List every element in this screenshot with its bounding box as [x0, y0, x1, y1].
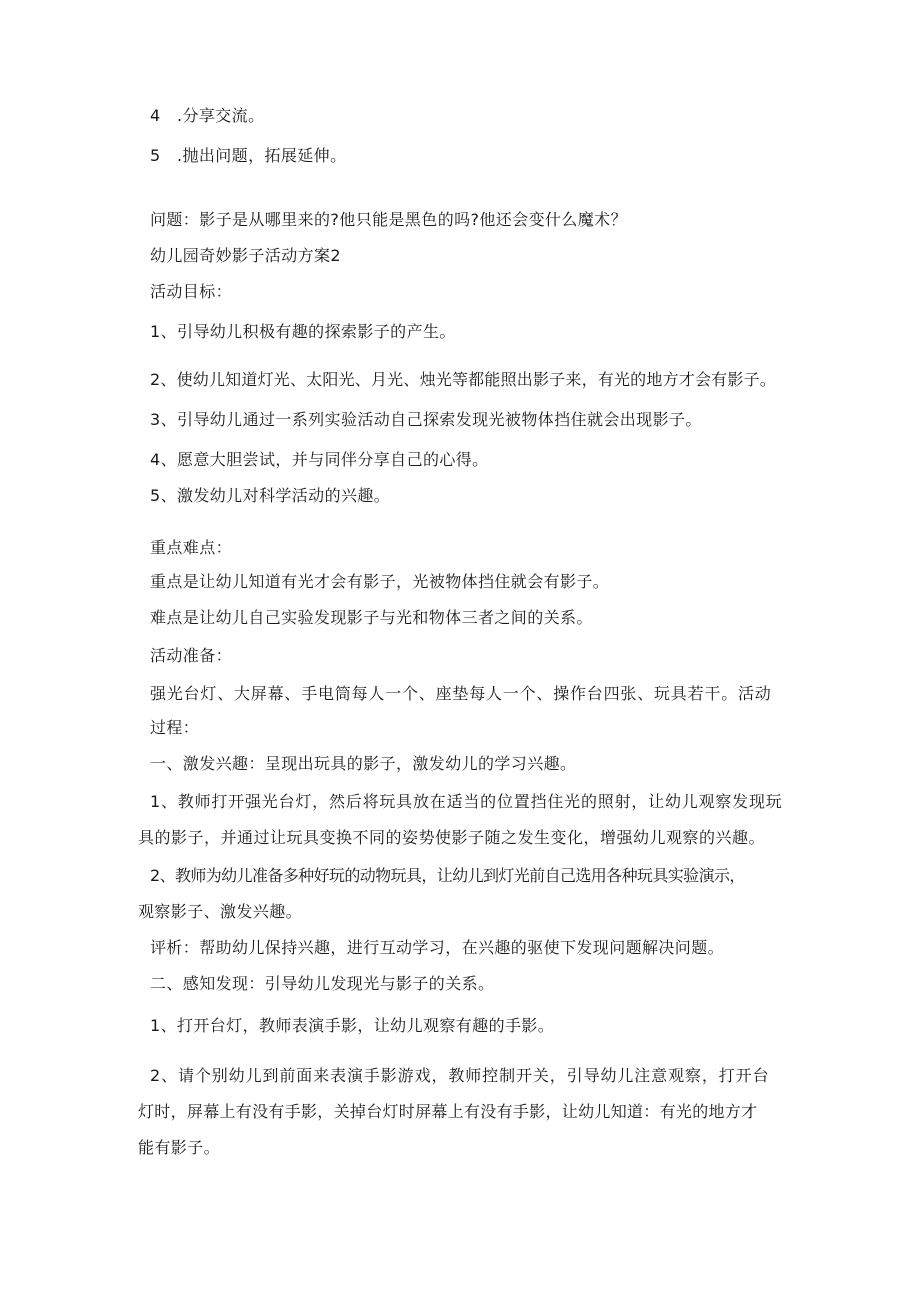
part-2-heading: 二、感知发现：引导幼儿发现光与影子的关系。 — [150, 974, 495, 993]
part-1-item-2: 2、教师为幼儿准备多种好玩的动物玩具，让幼儿到灯光前自己选用各种玩具实验演示， — [150, 866, 745, 885]
heading-process: 过程： — [150, 718, 200, 737]
part-1-item-1-cont: 具的影子，并通过让玩具变换不同的姿势使影子随之发生变化，增强幼儿观察的兴趣。 — [138, 828, 766, 847]
section-title: 幼儿园奇妙影子活动方案2 — [150, 246, 341, 265]
part-2-item-2-cont: 灯时，屏幕上有没有手影，关掉台灯时屏幕上有没有手影，让幼儿知道：有光的地方才 — [138, 1102, 758, 1121]
difficult-point: 难点是让幼儿自己实验发现影子与光和物体三者之间的关系。 — [150, 608, 593, 627]
preparation-text: 强光台灯、大屏幕、手电筒每人一个、座垫每人一个、操作台四张、玩具若干。活动 — [150, 684, 772, 703]
part-2-item-2: 2、请个别幼儿到前面来表演手影游戏，教师控制开关，引导幼儿注意观察，打开台 — [150, 1066, 770, 1085]
key-point: 重点是让幼儿知道有光才会有影子，光被物体挡住就会有影子。 — [150, 572, 610, 591]
part-1-heading: 一、激发兴趣：呈现出玩具的影子，激发幼儿的学习兴趣。 — [150, 754, 577, 773]
part-1-item-2-cont: 观察影子、激发兴趣。 — [138, 902, 303, 921]
goal-4: 4、愿意大胆尝试，并与同伴分享自己的心得。 — [150, 450, 489, 469]
goal-1: 1、引导幼儿积极有趣的探索影子的产生。 — [150, 322, 456, 341]
step-4: 4 .分享交流。 — [150, 106, 265, 125]
goal-2: 2、使幼儿知道灯光、太阳光、月光、烛光等都能照出影子来，有光的地方才会有影子。 — [150, 370, 776, 389]
part-1-item-1: 1、教师打开强光台灯，然后将玩具放在适当的位置挡住光的照射，让幼儿观察发现玩 — [150, 792, 783, 811]
question-text: 问题：影子是从哪里来的?他只能是黑色的吗?他还会变什么魔术？ — [150, 210, 627, 229]
comment-text: 评析：帮助幼儿保持兴趣，进行互动学习，在兴趣的驱使下发现问题解决问题。 — [150, 938, 725, 957]
goal-5: 5、激发幼儿对科学活动的兴趣。 — [150, 486, 391, 505]
heading-key-points: 重点难点： — [150, 538, 233, 557]
step-5: 5 .抛出问题，拓展延伸。 — [150, 146, 347, 165]
part-2-item-2-end: 能有影子。 — [138, 1138, 221, 1157]
goal-3: 3、引导幼儿通过一系列实验活动自己探索发现光被物体挡住就会出现影子。 — [150, 410, 702, 429]
heading-preparation: 活动准备： — [150, 646, 233, 665]
heading-goals: 活动目标： — [150, 282, 233, 301]
part-2-item-1: 1、打开台灯，教师表演手影，让幼儿观察有趣的手影。 — [150, 1016, 555, 1035]
